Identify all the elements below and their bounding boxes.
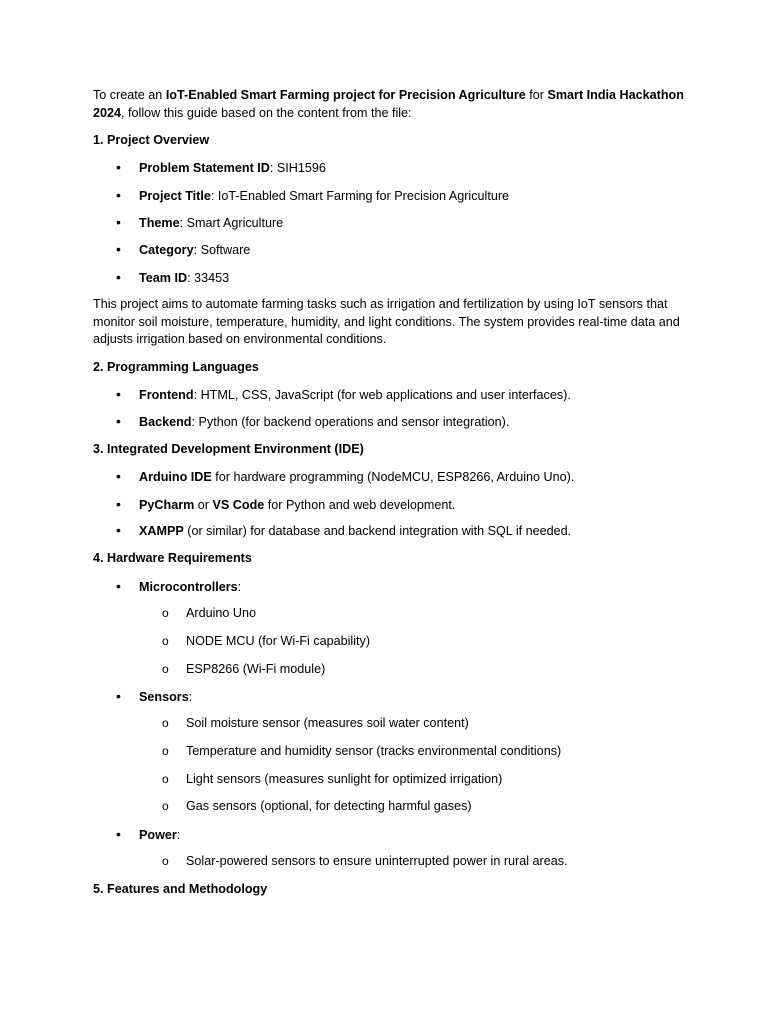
item-label: VS Code	[212, 498, 265, 512]
section-heading-ide: 3. Integrated Development Environment (IDE)	[93, 442, 364, 456]
overview-paragraph: This project aims to automate farming tasks such as irrigation and fertilization by using IoT sensors that monitor soil moisture, temperature, humidity, and light conditions. The system provides real-time data and adjusts irrigation based on environmental conditions.	[93, 297, 680, 346]
sub-list-item	[162, 771, 502, 789]
item-label: Problem Statement ID	[139, 161, 270, 175]
item-value: : SIH1596	[269, 161, 326, 175]
section-heading-hardware: 4. Hardware Requirements	[93, 551, 252, 565]
item-label: Frontend	[139, 388, 194, 402]
sub-bullet-icon: o	[162, 854, 169, 868]
sub-list-item	[162, 743, 561, 761]
bullet-icon: •	[116, 468, 121, 484]
item-label: Team ID	[139, 271, 188, 285]
section-heading-features: 5. Features and Methodology	[93, 882, 268, 896]
sub-bullet-icon: o	[162, 606, 169, 620]
list-item	[116, 468, 574, 487]
bullet-icon: •	[116, 386, 121, 402]
item-label: Microcontrollers	[139, 580, 238, 594]
sub-list-item	[162, 798, 472, 816]
sub-list-item	[162, 715, 469, 733]
bullet-icon: •	[116, 578, 121, 594]
item-value: for hardware programming (NodeMCU, ESP8266, Arduino Uno).	[211, 470, 575, 484]
intro-paragraph	[93, 87, 685, 122]
list-item	[116, 496, 455, 515]
sub-bullet-icon: o	[162, 799, 169, 813]
sub-bullet-icon: o	[162, 634, 169, 648]
item-label: Category	[139, 243, 194, 257]
item-value: (or similar) for database and backend integration with SQL if needed.	[183, 524, 572, 538]
item-value: :	[176, 828, 181, 842]
item-value: :	[188, 690, 193, 704]
sub-list-item	[162, 661, 325, 679]
bullet-icon: •	[116, 269, 121, 285]
bullet-icon: •	[116, 826, 121, 842]
list-item	[116, 386, 571, 405]
bullet-icon: •	[116, 522, 121, 538]
item-label: Sensors	[139, 690, 189, 704]
list-item	[116, 214, 283, 233]
item-value: : HTML, CSS, JavaScript (for web applications and user interfaces).	[193, 388, 571, 402]
bullet-icon: •	[116, 214, 121, 230]
list-item	[116, 159, 326, 178]
section-heading-overview: 1. Project Overview	[93, 133, 210, 147]
intro-text: for	[525, 88, 548, 102]
sub-item-text: Arduino Uno	[186, 606, 257, 620]
sub-item-text: Solar-powered sensors to ensure uninterrupted power in rural areas.	[186, 854, 568, 868]
list-item	[116, 269, 229, 288]
intro-text: To create an	[93, 88, 166, 102]
list-item	[116, 241, 250, 260]
sub-list-item	[162, 605, 256, 623]
item-label: Power	[139, 828, 177, 842]
bullet-icon: •	[116, 413, 121, 429]
sub-bullet-icon: o	[162, 744, 169, 758]
sub-bullet-icon: o	[162, 662, 169, 676]
sub-bullet-icon: o	[162, 716, 169, 730]
sub-list-item	[162, 633, 370, 651]
section-heading-languages: 2. Programming Languages	[93, 360, 259, 374]
item-value: :	[237, 580, 242, 594]
item-value: for Python and web development.	[264, 498, 456, 512]
intro-text: , follow this guide based on the content from the file:	[121, 105, 412, 120]
item-value: : Python (for backend operations and sensor integration).	[191, 415, 510, 429]
sub-item-text: Gas sensors (optional, for detecting harmful gases)	[186, 799, 472, 813]
sub-bullet-icon: o	[162, 772, 169, 786]
intro-project-name: IoT-Enabled Smart Farming project for Precision Agriculture	[165, 88, 526, 102]
item-value: : 33453	[187, 271, 230, 285]
item-label: Project Title	[139, 189, 211, 203]
bullet-icon: •	[116, 241, 121, 257]
intro-event-name: Smart India Hackathon 2024	[93, 88, 684, 120]
list-item	[116, 578, 241, 597]
item-value: : Software	[193, 243, 251, 257]
list-item	[116, 187, 509, 206]
bullet-icon: •	[116, 159, 121, 175]
item-label: XAMPP	[139, 524, 184, 538]
list-item	[116, 688, 192, 707]
sub-item-text: Temperature and humidity sensor (tracks environmental conditions)	[186, 744, 562, 758]
list-item	[116, 413, 509, 432]
sub-item-text: ESP8266 (Wi-Fi module)	[186, 662, 326, 676]
list-item	[116, 826, 180, 845]
item-label: PyCharm	[139, 498, 195, 512]
item-label: Backend	[139, 415, 192, 429]
bullet-icon: •	[116, 187, 121, 203]
sub-item-text: Light sensors (measures sunlight for optimized irrigation)	[186, 772, 503, 786]
sub-item-text: NODE MCU (for Wi-Fi capability)	[186, 634, 371, 648]
item-value: : IoT-Enabled Smart Farming for Precision Agriculture	[210, 189, 510, 203]
sub-item-text: Soil moisture sensor (measures soil water content)	[186, 716, 469, 730]
bullet-icon: •	[116, 688, 121, 704]
item-value: : Smart Agriculture	[179, 216, 284, 230]
bullet-icon: •	[116, 496, 121, 512]
sub-list-item	[162, 853, 568, 871]
list-item	[116, 522, 571, 541]
item-label: Theme	[139, 216, 180, 230]
item-label: Arduino IDE	[139, 470, 212, 484]
item-value: or	[194, 498, 213, 512]
